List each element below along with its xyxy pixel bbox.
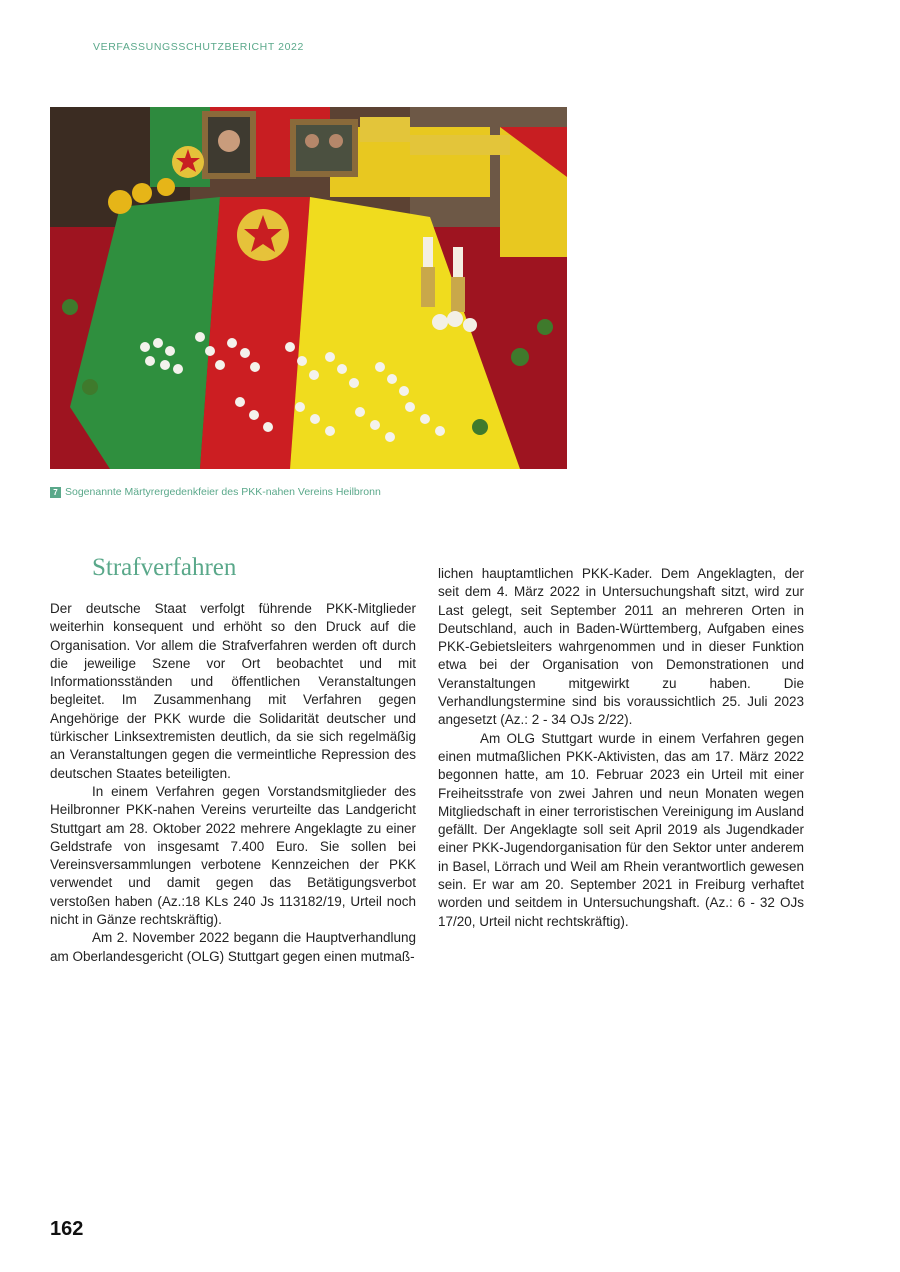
- paragraph: Am 2. November 2022 begann die Hauptverhandlung am Oberlandesgericht (OLG) Stuttgart gegen einen mutmaß-: [50, 930, 416, 964]
- running-header: VERFASSUNGSSCHUTZBERICHT 2022: [93, 41, 304, 53]
- figure-caption: [50, 486, 381, 498]
- paragraph: Am OLG Stuttgart wurde in einem Verfahren gegen einen mutmaßlichen PKK-Aktivisten, das am 17. März 2022 begonnen hatte, am 10. Februar 2023 ein Urteil mit einer Freiheitsstrafe von zwei Jahren und neun Monaten wegen Mitgliedschaft in einer terroristischen Vereinigung im Ausland gefällt. Der Angeklagte soll seit April 2019 als Jugendkader einer PKK-Jugendorganisation für den Sektor unter anderem in Basel, Lörrach und Weil am Rhein verantwortlich gewesen sein. Er war am 20. September 2021 in Freiburg verhaftet worden und seitdem in Untersuchungshaft. (Az.: 6 - 32 OJs 17/20, Urteil nicht rechtskräftig).: [438, 730, 804, 929]
- photo-memorial-altar: [50, 107, 567, 469]
- paragraph: Der deutsche Staat verfolgt führende PKK-Mitglieder weiterhin konsequent und erhöht so den Druck auf die Organisation. Vor allem die Strafverfahren werden oft durch die jeweilige Szene vor Ort beobachtet und mit Informationsständen und öffentlichen Veranstaltungen begleitet. Im Zusammenhang mit Verfahren gegen Angehörige der PKK wurde die Solidarität deutscher und türkischer Linksextremisten deutlich, da sie sich regelmäßig an Veranstaltungen gegen die vermeintliche Repression des deutschen Staates beteiligten.: [50, 601, 416, 781]
- text-column-right: [438, 565, 804, 931]
- paragraph: lichen hauptamtlichen PKK-Kader. Dem Angeklagten, der seit dem 4. März 2022 in Untersuchungshaft sitzt, wird zur Last gelegt, seit September 2011 an mehreren Orten in Deutschland, auch in Baden-Württemberg, Aufgaben eines PKK-Gebietsleiters wahrgenommen und in dieser Funktion etwa bei der Organisation von Demonstrationen und Veranstaltungen mitgewirkt zu haben. Die Verhandlungstermine sind bis voraussichtlich 25. Juli 2023 angesetzt (Az.: 2 - 34 OJs 2/22).: [438, 566, 804, 728]
- text-column-left: [50, 600, 416, 966]
- page-number: 162: [50, 1218, 84, 1240]
- figure-caption-text: Sogenannte Märtyrergedenkfeier des PKK-nahen Vereins Heilbronn: [65, 486, 381, 498]
- paragraph: In einem Verfahren gegen Vorstandsmitglieder des Heilbronner PKK-nahen Vereins verurteilte das Landgericht Stuttgart am 28. Oktober 2022 mehrere Angeklagte zu einer Geldstrafe von insgesamt 7.400 Euro. Sie sollen bei Vereinsversammlungen verbotene Kennzeichen der PKK verwendet und damit gegen das Betätigungsverbot verstoßen haben (Az.:18 KLs 240 Js 113182/19, Urteil noch nicht in Gänze rechtskräftig).: [50, 783, 416, 928]
- figure-number-badge: 7: [50, 487, 61, 498]
- section-title: Strafverfahren: [92, 554, 237, 581]
